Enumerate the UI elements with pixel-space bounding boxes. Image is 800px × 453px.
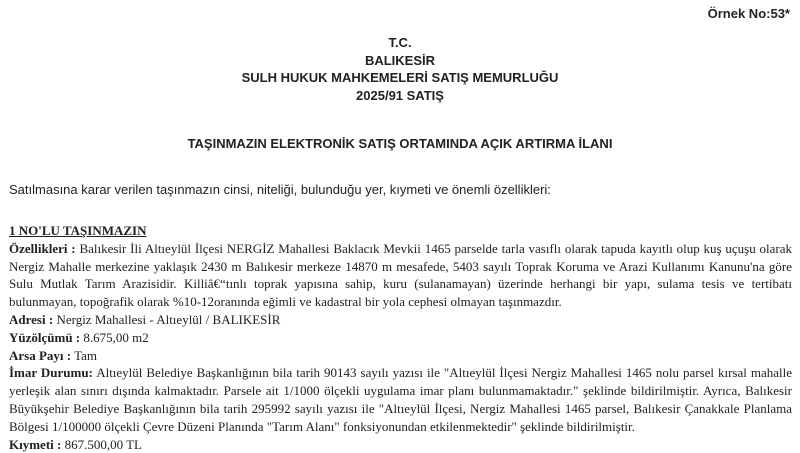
share-label: Arsa Payı :: [9, 347, 72, 363]
share-line: [9, 347, 792, 365]
property-heading: 1 NO'LU TAŞINMAZIN: [9, 223, 147, 238]
notice-title: TAŞINMAZIN ELEKTRONİK SATIŞ ORTAMINDA AÇIK ARTIRMA İLANI: [187, 136, 613, 151]
address-text: Nergiz Mahallesi - Altıeylül / BALIKESİR: [56, 311, 281, 327]
header-line-city: BALIKESİR: [364, 52, 436, 68]
sample-number: Örnek No:53*: [707, 6, 790, 21]
features-paragraph: [9, 240, 792, 311]
intro-text: Satılmasına karar verilen taşınmazın cinsi, niteliği, bulunduğu yer, kıymeti ve önemli özellikleri:: [9, 182, 551, 197]
header-line-tc: T.C.: [388, 35, 412, 50]
area-line: [9, 329, 792, 347]
area-text: 8.675,00 m2: [83, 329, 149, 345]
share-text: Tam: [74, 347, 98, 363]
address-line: [9, 311, 792, 329]
features-text: Balıkesir İli Altıeylül İlçesi NERGİZ Mahallesi Baklacık Mevkii 1465 parselde tarla vasıflı olarak tapuda kayıtlı olup kuş uçuşu olarak Nergiz Mahalle merkezine yaklaşık 2430 m Balıkesir merkeze 14870 m mesafede, 5403 sayılı Toprak Koruma ve Arazi Kullanımı Kanunu'na göre Sulu Mutlak Tarım Arazisidir. Killiâ€“tınlı toprak yapısına sahip, kuru (sulanamayan) üzerinde herhangi bir yapı, sulama tesis ve tertibatı bulunmayan, topoğrafik olarak %10-12oranında eğimli ve kadastral bir yola cephesi olmayan taşınmazdır.: [9, 240, 793, 310]
header-line-office: SULH HUKUK MAHKEMELERİ SATIŞ MEMURLUĞU: [241, 70, 559, 85]
header-line-case: 2025/91 SATIŞ: [356, 87, 444, 103]
area-label: Yüzölçümü :: [9, 329, 81, 345]
property-section: [9, 222, 792, 453]
value-text: 867.500,00 TL: [64, 436, 142, 452]
zoning-label: İmar Durumu:: [9, 365, 93, 381]
address-label: Adresi :: [9, 311, 54, 327]
value-label: Kıymeti :: [9, 436, 62, 452]
zoning-paragraph: [9, 364, 792, 435]
document-header: [0, 34, 800, 104]
value-line: [9, 436, 792, 453]
zoning-text: Altıeylül Belediye Başkanlığının bila tarih 90143 sayılı yazısı ile "Altıeylül İlçesi Nergiz Mahallesi 1465 nolu parsel kırsal mahalle yerleşik alan sınırı dışında kalmaktadır. Parsele ait 1/1000 ölçekli uygulama imar planı bulunmamaktadır." şeklinde bildirilmiştir. Ayrıca, Balıkesir Büyükşehir Belediye Başkanlığının bila tarih 295992 sayılı yazısı ile "Altıeylül İlçesi, Nergiz Mahallesi 1465 parsel, Balıkesir Çanakkale Planlama Bölgesi 1/100000 ölçekli Çevre Düzeni Planında "Tarım Alanı" fonksiyonundan etkilenmektedir" şeklinde bildirilmiştir.: [9, 365, 792, 434]
features-label: Özellikleri :: [9, 240, 76, 256]
